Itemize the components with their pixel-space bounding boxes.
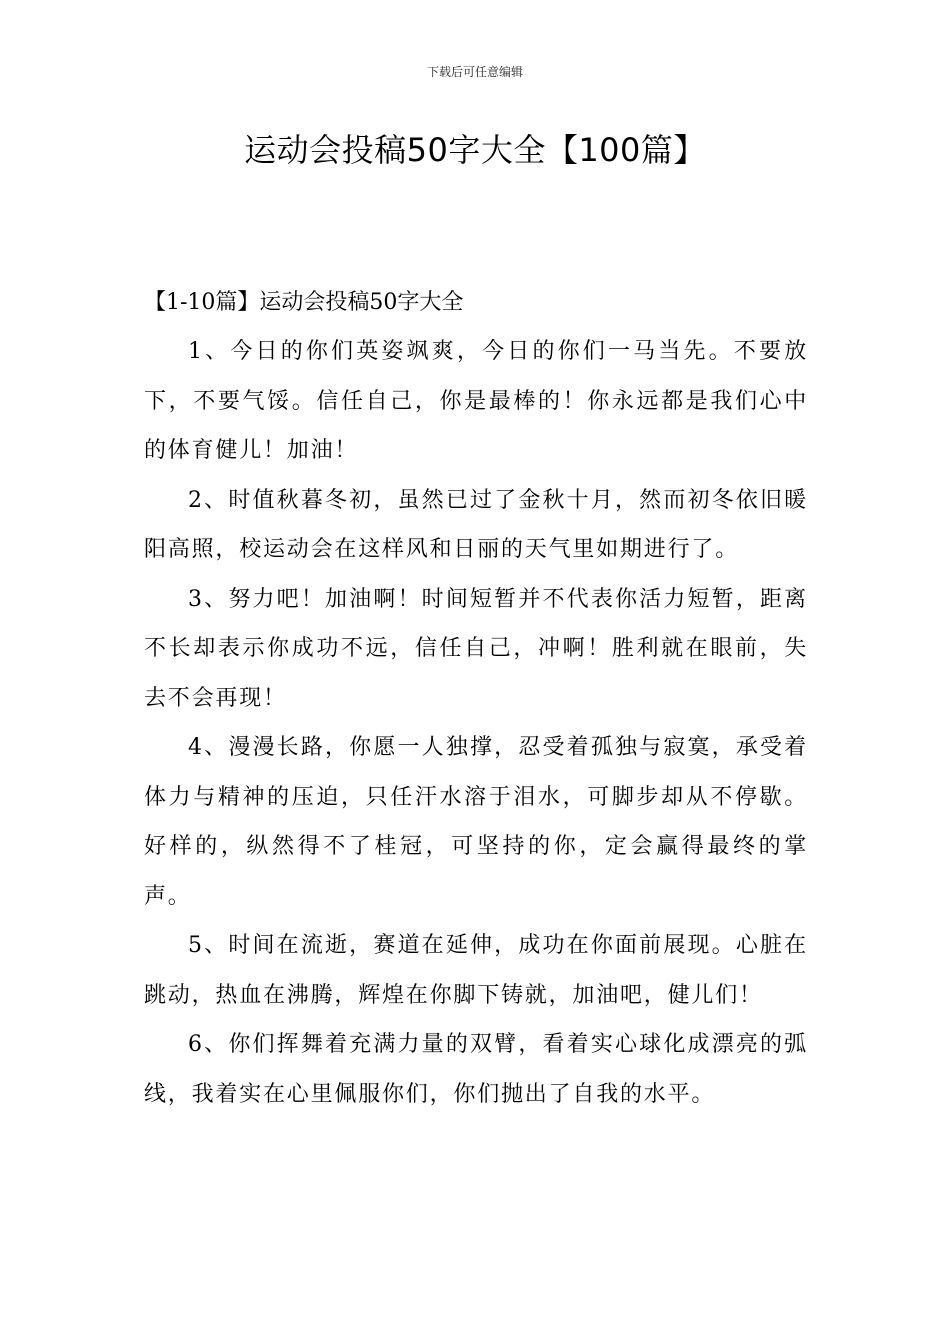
- document-body: [144, 278, 808, 1119]
- paragraph-1: 1、今日的你们英姿飒爽，今日的你们一马当先。不要放下，不要气馁。信任自己，你是最棒的！你永远都是我们心中的体育健儿！加油！: [144, 339, 808, 463]
- paragraph-5: 5、时间在流逝，赛道在延伸，成功在你面前展现。心脏在跳动，热血在沸腾，辉煌在你脚下铸就，加油吧，健儿们！: [144, 933, 808, 1008]
- header-note: 下载后可任意编辑: [426, 65, 523, 79]
- paragraph-2: 2、时值秋暮冬初，虽然已过了金秋十月，然而初冬依旧暖阳高照，校运动会在这样风和日丽的天气里如期进行了。: [144, 487, 808, 562]
- document-title: 运动会投稿50字大全【100篇】: [244, 131, 706, 169]
- section-heading: 【1-10篇】运动会投稿50字大全: [144, 290, 464, 315]
- paragraph-6: 6、你们挥舞着充满力量的双臂，看着实心球化成漂亮的弧线，我着实在心里佩服你们，你们抛出了自我的水平。: [144, 1032, 808, 1107]
- paragraph-4: 4、漫漫长路，你愿一人独撑，忍受着孤独与寂寞，承受着体力与精神的压迫，只任汗水溶于泪水，可脚步却从不停歇。好样的，纵然得不了桂冠，可坚持的你，定会赢得最终的掌声。: [144, 735, 808, 909]
- paragraph-3: 3、努力吧！加油啊！时间短暂并不代表你活力短暂，距离不长却表示你成功不远，信任自己，冲啊！胜利就在眼前，失去不会再现！: [144, 586, 808, 711]
